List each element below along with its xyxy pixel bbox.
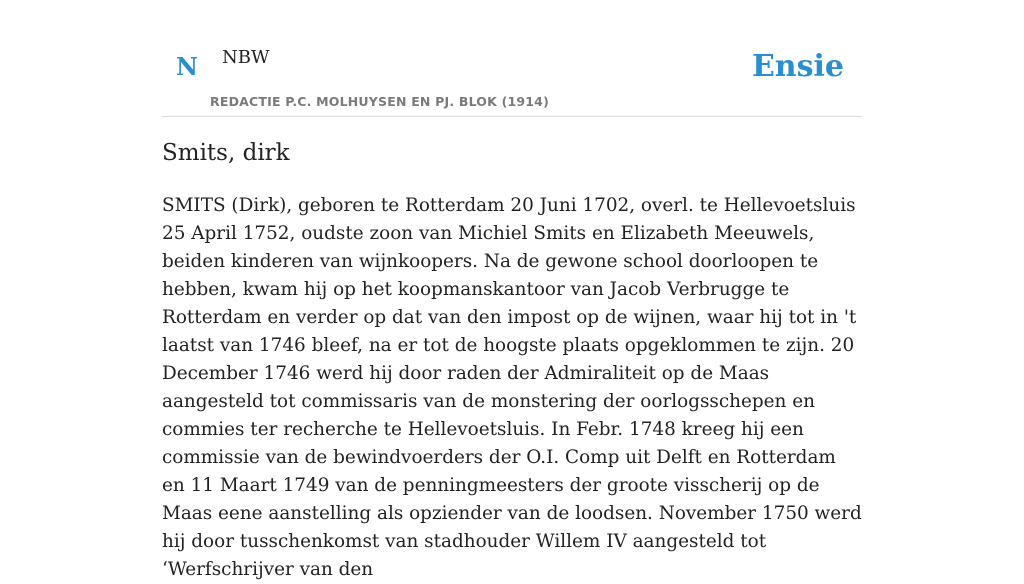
source-subtitle: REDACTIE P.C. MOLHUYSEN EN PJ. BLOK (1914)	[210, 94, 549, 109]
entry-body: SMITS (Dirk), geboren te Rotterdam 20 Juni 1702, overl. te Hellevoetsluis 25 April 1752, oudste zoon van Michiel Smits en Elizabeth Meeuwels, beiden kinderen van wijnkoopers. Na de gewone school doorloopen te hebben, kwam hij op het koopmanskantoor van Jacob Verbrugge te Rotterdam en verder op dat van den impost op de wijnen, waar hij tot in 't laatst van 1746 bleef, na er tot de hoogste plaats opgeklommen te zijn. 20 December 1746 werd hij door raden der Admiraliteit op de Maas aangesteld tot commissaris van de monstering der oorlogsschepen en commies ter recherche te Hellevoetsluis. In Febr. 1748 kreeg hij een commissie van de bewindvoerders der O.I. Comp uit Delft en Rotterdam en 11 Maart 1749 van de penningmeesters der groote visscherij op de Maas eene aanstelling als opziender van de loodsen. November 1750 werd hij door tusschenkomst van stadhouder Willem IV aangesteld tot ‘Werfschrijver van den	[162, 195, 862, 580]
source-header	[162, 0, 862, 117]
brand-logo-link[interactable]: Ensie	[751, 49, 844, 84]
source-title[interactable]: NBW	[222, 47, 270, 68]
source-logo[interactable]: N	[176, 52, 198, 81]
entry-title: Smits, dirk	[162, 140, 290, 166]
